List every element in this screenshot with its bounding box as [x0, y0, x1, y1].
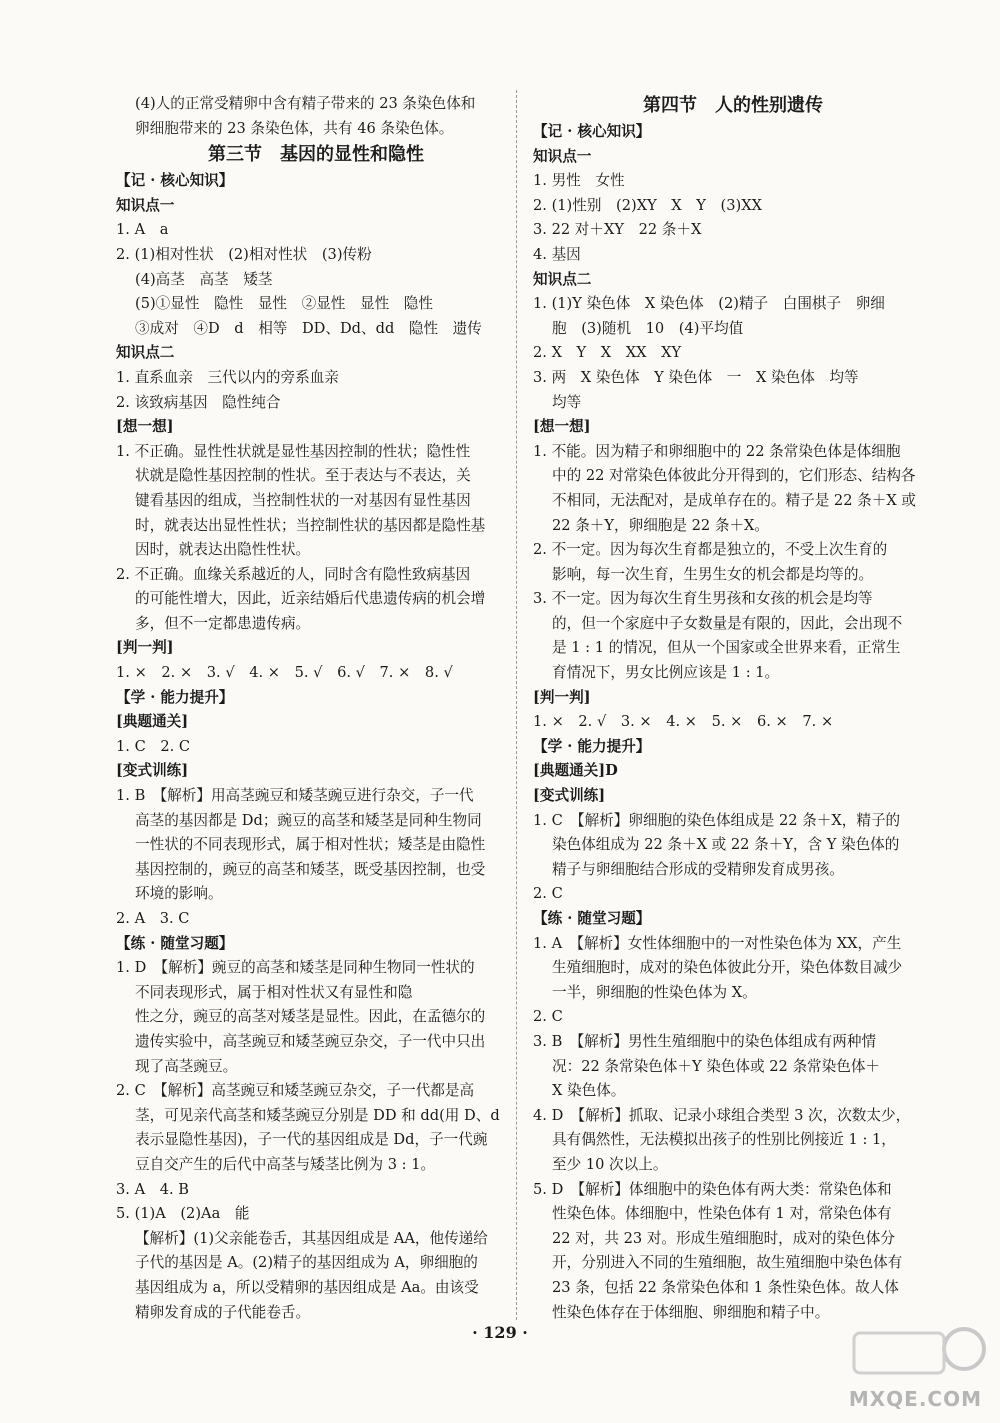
text-line: 不同表现形式，属于相对性状又有显性和隐	[135, 983, 413, 1001]
text-line: 胞 (3)随机 10 (4)平均值	[552, 319, 744, 337]
text-line: 1. (1)Y 染色体 X 染色体 (2)精子 白围棋子 卵细	[533, 295, 885, 313]
text-line: 1. C 2. C	[116, 737, 191, 755]
text-line: 5. (1)A (2)Aa 能	[116, 1205, 250, 1223]
text-line: 键看基因的组成，当控制性状的一对基因有显性基因	[135, 491, 471, 509]
subheading: 【学 · 能力提升】	[116, 688, 234, 706]
text-line: 具有偶然性，无法模拟出孩子的性别比例接近 1 : 1，	[552, 1131, 896, 1149]
subheading: [变式训练]	[533, 787, 606, 805]
subheading: [典题通关]D	[533, 762, 618, 780]
subheading: 知识点二	[116, 344, 175, 362]
text-line: 3. A 4. B	[116, 1180, 189, 1198]
text-line: 环境的影响。	[135, 885, 223, 903]
subheading: 知识点一	[533, 147, 592, 165]
text-line: 3. 两 X 染色体 Y 染色体 一 X 染色体 均等	[533, 368, 859, 386]
text-line: 豆自交产生的后代中高茎与矮茎比例为 3 : 1。	[135, 1155, 436, 1173]
text-line: 2. 不一定。因为每次生育都是独立的，不受上次生育的	[533, 541, 888, 559]
text-line: 中的 22 对常染色体彼此分开得到的，它们形态、结构各	[552, 467, 916, 485]
text-line: 2. X Y X XX XY	[533, 344, 682, 362]
text-line: 精卵发育成的子代能卷舌。	[135, 1303, 311, 1321]
text-line: (5)①显性 隐性 显性 ②显性 显性 隐性	[135, 295, 433, 313]
subheading: [想一想]	[116, 418, 174, 436]
text-line: 性染色体存在于体细胞、卵细胞和精子中。	[552, 1303, 830, 1321]
text-line: X 染色体。	[552, 1082, 626, 1100]
page-number: · 129 ·	[472, 1323, 528, 1342]
text-line: 均等	[552, 393, 582, 411]
text-line: 不相同，无法配对，是成单存在的。精子是 22 条＋X 或	[552, 491, 916, 509]
subheading: [典题通关]	[116, 713, 189, 731]
text-line: ③成对 ④D d 相等 DD、Dd、dd 隐性 遗传	[135, 319, 482, 337]
text-line: 高茎的基因都是 Dd；豌豆的高茎和矮茎是同种生物同	[135, 811, 482, 829]
text-line: 2. C	[533, 1008, 563, 1026]
text-line: 2. 不正确。血缘关系越近的人，同时含有隐性致病基因	[116, 565, 471, 583]
subheading: [判一判]	[533, 688, 591, 706]
text-line: 染色体组成为 22 条＋X 或 22 条＋Y，含 Y 染色体的	[552, 836, 900, 854]
text-line: 1. × 2. √ 3. × 4. × 5. × 6. × 7. ×	[533, 713, 834, 731]
text-line: 基因组成为 a，所以受精卵的基因组成是 Aa。由该受	[135, 1278, 479, 1296]
section-heading: 第三节 基因的显性和隐性	[208, 144, 424, 166]
text-line: 2. C 【解析】高茎豌豆和矮茎豌豆杂交，子一代都是高	[116, 1082, 475, 1100]
text-line: 1. 男性 女性	[533, 172, 625, 190]
text-line: 5. D 【解析】体细胞中的染色体有两大类：常染色体和	[533, 1180, 892, 1198]
text-line: 茎，可见亲代高茎和矮茎豌豆分别是 DD 和 dd(用 D、d	[135, 1106, 500, 1124]
text-line: 22 条＋Y，卵细胞是 22 条＋X。	[552, 516, 770, 534]
text-line: 1. A a	[116, 221, 169, 239]
column-divider	[516, 90, 517, 1320]
subheading: 【练 · 随堂习题】	[116, 934, 234, 952]
text-line: 现了高茎豌豆。	[135, 1057, 238, 1075]
watermark-text: MXQE.COM	[848, 1387, 982, 1411]
text-line: 至少 10 次以上。	[552, 1155, 668, 1173]
text-line: 一性状的不同表现形式，属于相对性状；矮茎是由隐性	[135, 836, 486, 854]
subheading: 【记 · 核心知识】	[533, 123, 651, 140]
subheading: [想一想]	[533, 418, 591, 436]
section-heading: 第四节 人的性别遗传	[643, 95, 823, 116]
text-line: 2. C	[533, 885, 563, 903]
subheading: 【练 · 随堂习题】	[533, 910, 651, 927]
text-line: 【解析】(1)父亲能卷舌，其基因组成是 AA，他传递给	[135, 1229, 488, 1247]
text-line: 2. 该致病基因 隐性纯合	[116, 393, 281, 411]
text-line: 精子与卵细胞结合形成的受精卵发育成男孩。	[552, 860, 844, 878]
text-line: 3. 22 对＋XY 22 条＋X	[533, 221, 702, 239]
text-line: 1. × 2. × 3. √ 4. × 5. √ 6. √ 7. × 8. √	[116, 664, 453, 682]
subheading: 【学 · 能力提升】	[533, 737, 651, 755]
text-line: 22 对，共 23 对。形成生殖细胞时，成对的染色体分	[552, 1229, 895, 1247]
text-line: 遗传实验中，高茎豌豆和矮茎豌豆杂交，子一代中只出	[135, 1032, 486, 1050]
watermark-logo	[846, 1323, 988, 1415]
text-line: 2. (1)相对性状 (2)相对性状 (3)传粉	[116, 245, 372, 263]
text-line: 1. 不正确。显性性状就是显性基因控制的性状；隐性性	[116, 442, 471, 460]
text-line: (4)高茎 高茎 矮茎	[135, 270, 273, 288]
text-line: 况：22 条常染色体＋Y 染色体或 22 条常染色体＋	[552, 1057, 881, 1075]
text-line: 因时，就表达出隐性性状。	[135, 541, 311, 559]
text-line: 时，就表达出显性性状；当控制性状的基因都是隐性基	[135, 516, 486, 534]
subheading: 知识点一	[116, 196, 175, 214]
text-line: 1. 直系血亲 三代以内的旁系血亲	[116, 368, 339, 386]
text-line: 性之分，豌豆的高茎对矮茎是显性。因此，在孟德尔的	[135, 1008, 486, 1026]
text-line: 4. D 【解析】抓取、记录小球组合类型 3 次，次数太少，	[533, 1106, 911, 1124]
text-line: 影响，每一次生育，生男生女的机会都是均等的。	[552, 565, 874, 583]
text-line: 2. (1)性别 (2)XY X Y (3)XX	[533, 196, 762, 214]
text-line: 2. A 3. C	[116, 910, 190, 927]
text-line: 基因控制的，豌豆的高茎和矮茎，既受基因控制，也受	[135, 860, 486, 878]
text-line: 开，分别进入不同的生殖细胞，故生殖细胞中染色体有	[552, 1254, 903, 1272]
text-line: 1. B 【解析】用高茎豌豆和矮茎豌豆进行杂交，子一代	[116, 787, 474, 805]
text-line: 是 1 : 1 的情况，但从一个国家或全世界来看，正常生	[552, 639, 901, 657]
subheading: [变式训练]	[116, 762, 189, 780]
text-line: 23 条，包括 22 条常染色体和 1 条性染色体。故人体	[552, 1278, 899, 1296]
text-line: 3. B 【解析】男性生殖细胞中的染色体组成有两种情	[533, 1032, 877, 1050]
text-line: (4)人的正常受精卵中含有精子带来的 23 条染色体和	[135, 95, 476, 112]
text-line: 1. A 【解析】女性体细胞中的一对性染色体为 XX，产生	[533, 934, 902, 952]
text-line: 一半，卵细胞的性染色体为 X。	[552, 983, 757, 1001]
text-line: 多，但不一定都患遗传病。	[135, 614, 311, 632]
subheading: [判一判]	[116, 639, 174, 657]
text-line: 4. 基因	[533, 245, 581, 263]
subheading: 知识点二	[533, 270, 592, 288]
text-line: 的可能性增大，因此，近亲结婚后代患遗传病的机会增	[135, 590, 486, 608]
text-line: 表示显隐性基因)，子一代的基因组成是 Dd，子一代豌	[135, 1131, 488, 1149]
right-column	[533, 92, 933, 1325]
text-line: 育情况下，男女比例应该是 1 : 1。	[552, 664, 780, 682]
text-line: 1. 不能。因为精子和卵细胞中的 22 条常染色体是体细胞	[533, 442, 901, 460]
text-line: 3. 不一定。因为每次生育生男孩和女孩的机会是均等	[533, 590, 873, 608]
subheading: 【记 · 核心知识】	[116, 172, 234, 190]
text-line: 的，但一个家庭中子女数量是有限的，因此，会出现不	[552, 614, 903, 632]
text-line: 1. C 【解析】卵细胞的染色体组成是 22 条＋X，精子的	[533, 811, 901, 829]
text-line: 生殖细胞时，成对的染色体彼此分开，染色体数目减少	[552, 959, 903, 977]
text-line: 状就是隐性基因控制的性状。至于表达与不表达，关	[135, 467, 471, 485]
text-line: 1. D 【解析】豌豆的高茎和矮茎是同种生物同一性状的	[116, 959, 475, 977]
left-column	[116, 92, 516, 1325]
text-line: 性染色体。体细胞中，性染色体有 1 对，常染色体有	[552, 1205, 892, 1223]
text-line: 卵细胞带来的 23 条染色体，共有 46 条染色体。	[135, 119, 454, 137]
text-line: 子代的基因是 A。(2)精子的基因组成为 A，卵细胞的	[135, 1254, 478, 1272]
